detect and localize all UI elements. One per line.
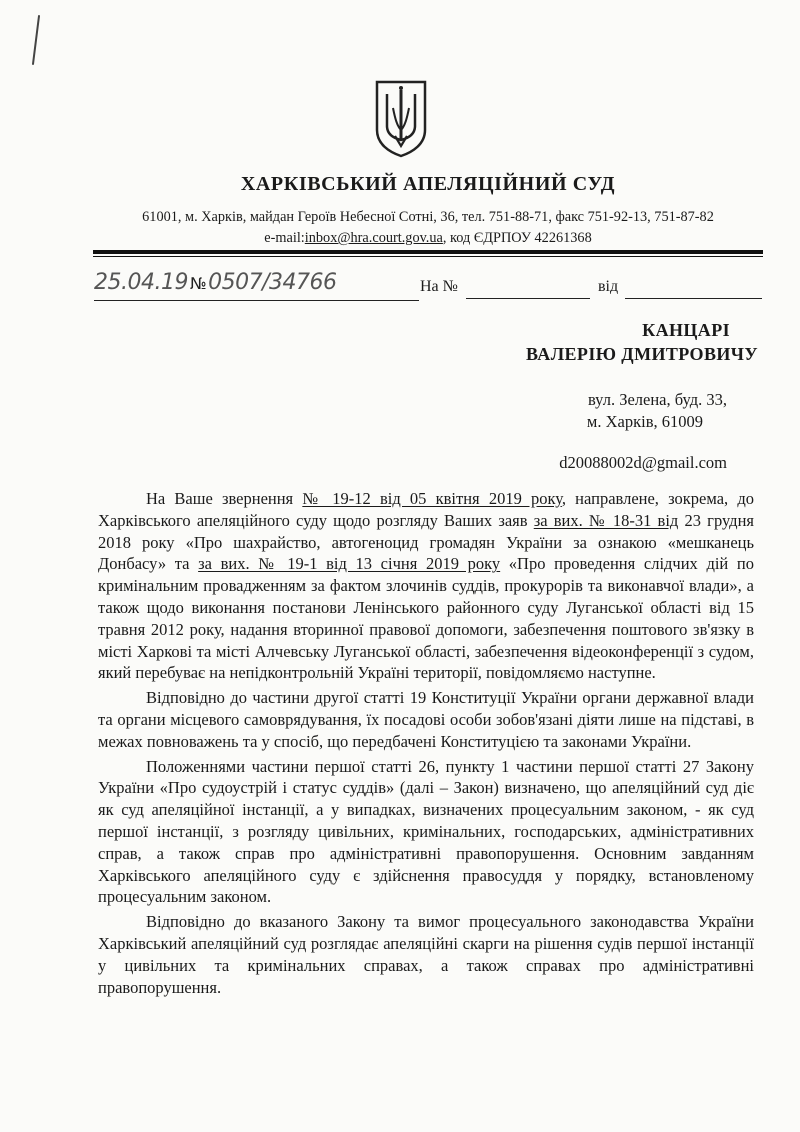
body-paragraph-4: Відповідно до вказаного Закону та вимог процесуального законодавства України Харківський апеляційний суд розглядає апеляційні скарги на рішення судів першої інстанції у цивільних та кримінальних справах, а також справах про адміністративні правопорушення. [98,912,754,997]
body-paragraph-3: Положеннями частини першої статті 26, пункту 1 частини першої статті 27 Закону України «Про судоустрій і статус суддів» (далі – Закон) визначено, що апеляційний суд діє як суд апеляційної інстанції, а у випадках, визначених процесуальним законом, - як суд першої інстанції, з розгляду цивільних, кримінальних, господарських, адміністративних справ, а також справ про адміністративні правопорушення. Основним завданням Харківського апеляційного суду є здійснення правосуддя у порядку, встановленому процесуальним законом. [98,756,754,907]
p1-reference-3: за вих. № 19-1 від 13 січня 2019 року [198,554,501,574]
p1-text-b: , направлене, зокрема, до Харківського апеляційного суду щодо розгляду Ваших заяв [98,489,754,530]
reference-line [0,270,800,304]
number-sign: № [189,274,207,293]
p1-text-a: На Ваше звернення [146,489,303,508]
p1-reference-1: № 19-12 від 05 квітня 2019 року [302,489,562,508]
email-prefix: e-mail: [264,230,305,246]
recipient-city: м. Харків, 61009 [586,412,703,431]
recipient-given-names: ВАЛЕРІЮ ДМИТРОВИЧУ [526,344,758,364]
outgoing-reference-field [94,270,419,301]
p1-text-c: 23 грудня 2018 року «Про шахрайство, автогеноцид громадян України за ознакою «мешканець Донбасу» та [98,510,754,574]
coat-of-arms-icon [373,78,429,158]
p1-text-d: «Про проведення слідчих дій по кримінальним провадженням за фактом злочинів суддів, прокурорів та виконавчої влади», а також щодо виконання постанови Ленінського районного суду Луганської області від 15 травня 2012 року, надання вторинної правової допомоги, забезпечення поштового зв'язку в місті Харкові та місті Алчевську Луганської області, забезпечення відеоконференції з судом, який перебуває на непідконтрольній Україні території, повідомляємо наступне. [98,554,754,683]
header-rule-thick [93,250,763,254]
court-code: , код ЄДРПОУ 42261368 [442,230,592,246]
court-address: 61001, м. Харків, майдан Героїв Небесної Сотні, 36, тел. 751-88-71, факс 751-92-13, 751-87-82 [142,209,714,225]
body-paragraph-2: Відповідно до частини другої статті 19 Конституції України органи державної влади та органи місцевого самоврядування, їх посадові особи зобов'язані діяти лише на підставі, в межах повноважень та у спосіб, що передбачені Конституцією та законами України. [98,688,754,751]
letter-body [98,488,754,1001]
incoming-number-label: На № [420,278,458,295]
recipient-street: вул. Зелена, буд. 33, [587,390,727,409]
recipient-email: d20088002d@gmail.com [559,453,727,472]
header-rule-thin [93,256,763,257]
court-contacts [0,230,800,247]
body-paragraph-1 [98,488,754,684]
court-name-heading: ХАРКІВСЬКИЙ АПЕЛЯЦІЙНИЙ СУД [240,173,616,195]
recipient-surname: КАНЦАРІ [642,320,730,340]
incoming-date-label: від [598,278,619,295]
p1-reference-2: за вих. № 18-31 від [533,510,679,530]
handwritten-number: 0507/34766 [208,270,337,295]
incoming-number-blank [466,270,590,299]
incoming-date-blank [625,270,762,299]
handwritten-date: 25.04.19 [94,270,188,295]
court-email-link[interactable]: inbox@hra.court.gov.ua [304,230,443,246]
handwritten-margin-mark [30,14,42,66]
